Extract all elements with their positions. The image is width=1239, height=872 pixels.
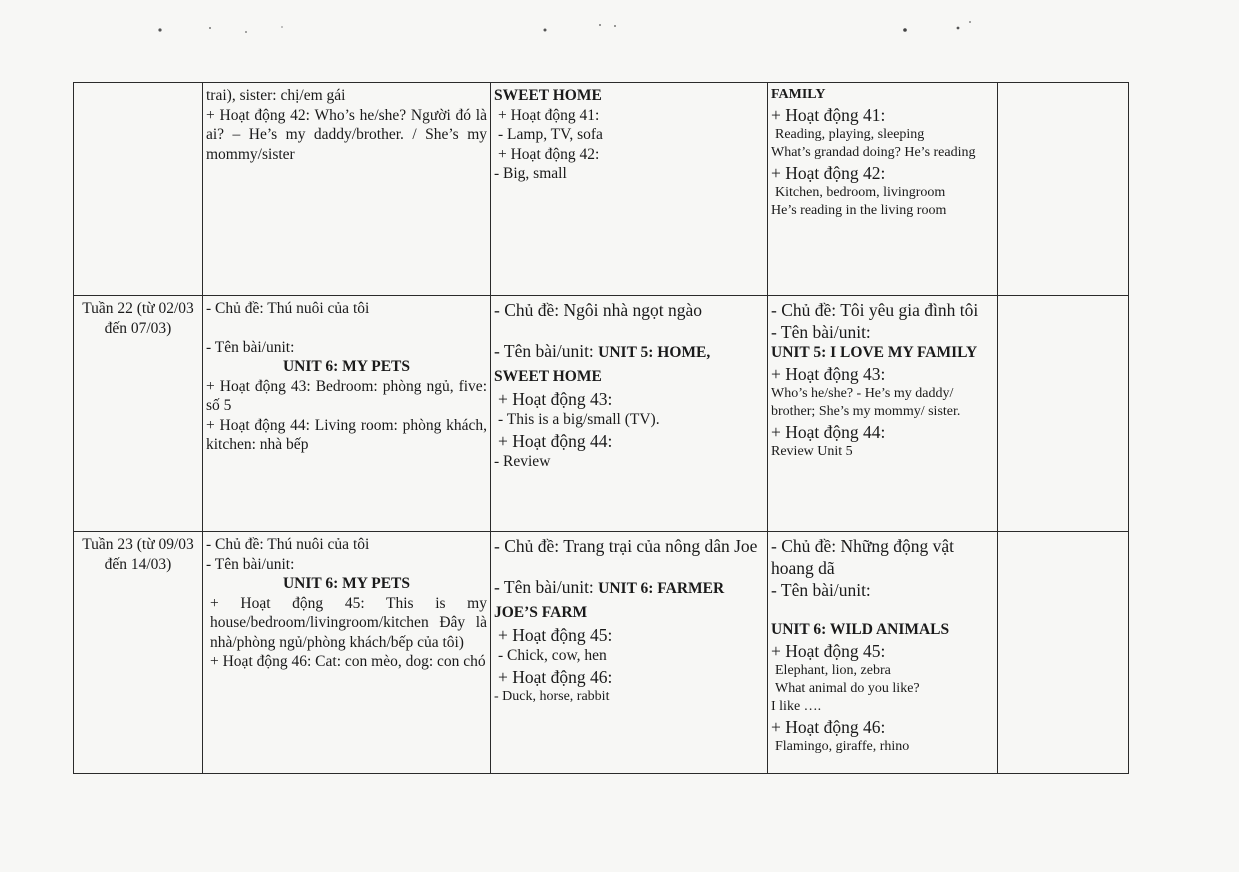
unit-label: - Tên bài/unit: xyxy=(206,555,295,573)
activity-45-text: - Chick, cow, hen xyxy=(498,647,607,664)
table-row xyxy=(74,532,1129,774)
week-cell: Tuần 23 (từ 09/03 đến 14/03) xyxy=(74,532,203,774)
grade-1-cell xyxy=(203,532,491,774)
grade-3-cell xyxy=(768,296,998,532)
unit-title: SWEET HOME xyxy=(494,87,602,104)
activity-44: + Hoạt động 44: xyxy=(771,421,886,442)
vocab-line: trai), sister: chị/em gái xyxy=(206,87,346,104)
activity-41: + Hoạt động 41: xyxy=(771,105,886,125)
unit-title: UNIT 6: MY PETS xyxy=(282,575,411,592)
activity-44: + Hoạt động 44: Living room: phòng khách, kitchen: nhà bếp xyxy=(206,416,487,453)
activity-46: + Hoạt động 46: xyxy=(771,716,886,737)
activity-43: + Hoạt động 43: Bedroom: phòng ngủ, five: số 5 xyxy=(206,377,487,414)
activity-41-text: Reading, playing, sleeping xyxy=(775,127,925,142)
scan-specks xyxy=(0,18,1239,48)
activity-45-text: Elephant, lion, zebra xyxy=(775,662,891,678)
unit-label: - Tên bài/unit: xyxy=(494,577,599,597)
activity-42: + Hoạt động 42: xyxy=(771,163,886,183)
activity-41-text: - Lamp, TV, sofa xyxy=(498,126,603,143)
unit-title: UNIT 5: I LOVE MY FAMILY xyxy=(771,344,978,361)
unit-label: - Tên bài/unit: xyxy=(771,580,871,600)
topic: - Chủ đề: Những động vật hoang dã xyxy=(771,536,955,578)
activity-45-question: What animal do you like? xyxy=(775,680,920,696)
activity-45: + Hoạt động 45: xyxy=(771,640,886,661)
activity-44: + Hoạt động 44: xyxy=(498,430,613,451)
activity-46-text: - Duck, horse, rabbit xyxy=(494,688,610,704)
activity-46: + Hoạt động 46: xyxy=(498,666,613,687)
table-row xyxy=(74,296,1129,532)
activity-43: + Hoạt động 43: xyxy=(771,363,886,384)
activity-46-text: Flamingo, giraffe, rhino xyxy=(775,738,910,754)
activity-43-text: Who’s he/she? - He’s my daddy/ brother; She’s my mommy/ sister. xyxy=(771,385,961,419)
topic: - Chủ đề: Thú nuôi của tôi xyxy=(206,536,370,553)
activity-43: + Hoạt động 43: xyxy=(498,389,613,409)
activity-44-text: Review Unit 5 xyxy=(771,443,853,459)
unit-label: - Tên bài/unit: xyxy=(494,341,599,361)
topic: - Chủ đề: Thú nuôi của tôi xyxy=(206,300,370,317)
activity-42-text: - Big, small xyxy=(494,165,567,182)
notes-cell xyxy=(998,83,1129,296)
grade-2-cell xyxy=(491,532,768,774)
unit-title: UNIT 6: WILD ANIMALS xyxy=(771,621,950,638)
week-cell: Tuần 22 (từ 02/03 đến 07/03) xyxy=(74,296,203,532)
grade-2-cell xyxy=(491,296,768,532)
activity-41-example: What’s grandad doing? He’s reading xyxy=(771,145,976,160)
unit-title: UNIT 5: HOME, SWEET HOME xyxy=(494,344,711,385)
activity-42-example: He’s reading in the living room xyxy=(771,203,947,218)
table-row xyxy=(74,83,1129,296)
unit-label: - Tên bài/unit: xyxy=(206,338,295,356)
activity-45: + Hoạt động 45: xyxy=(498,625,613,645)
grade-1-cell xyxy=(203,83,491,296)
activity-44-text: - Review xyxy=(494,452,551,470)
week-cell xyxy=(74,83,203,296)
grade-3-cell xyxy=(768,532,998,774)
activity-42: + Hoạt động 42: Who’s he/she? Người đó là ai? – He’s my daddy/brother. / She’s my mommy/sister xyxy=(206,106,487,163)
topic: - Chủ đề: Trang trại của nông dân Joe xyxy=(494,536,758,556)
notes-cell xyxy=(998,532,1129,774)
activity-45-answer: I like …. xyxy=(771,698,822,714)
notes-cell xyxy=(998,296,1129,532)
unit-title: UNIT 6: MY PETS xyxy=(282,358,411,375)
topic: - Chủ đề: Ngôi nhà ngọt ngào xyxy=(494,300,703,320)
grade-1-cell xyxy=(203,296,491,532)
activity-43-text: - This is a big/small (TV). xyxy=(498,411,660,428)
unit-title: FAMILY xyxy=(771,87,826,102)
grade-2-cell xyxy=(491,83,768,296)
grade-3-cell xyxy=(768,83,998,296)
unit-title: UNIT 6: FARMER JOE’S FARM xyxy=(494,580,725,621)
activity-45: + Hoạt động 45: This is my house/bedroom/livingroom/kitchen Đây là nhà/phòng ngủ/phòng khách/bếp của tôi) xyxy=(210,594,487,651)
activity-42-text: Kitchen, bedroom, livingroom xyxy=(775,185,946,200)
activity-46: + Hoạt động 46: Cat: con mèo, dog: con chó xyxy=(210,653,486,670)
unit-label: - Tên bài/unit: xyxy=(771,322,871,342)
lesson-plan-table xyxy=(73,82,1129,774)
topic: - Chủ đề: Tôi yêu gia đình tôi xyxy=(771,300,979,320)
activity-42: + Hoạt động 42: xyxy=(498,145,600,163)
activity-41: + Hoạt động 41: xyxy=(498,106,600,124)
